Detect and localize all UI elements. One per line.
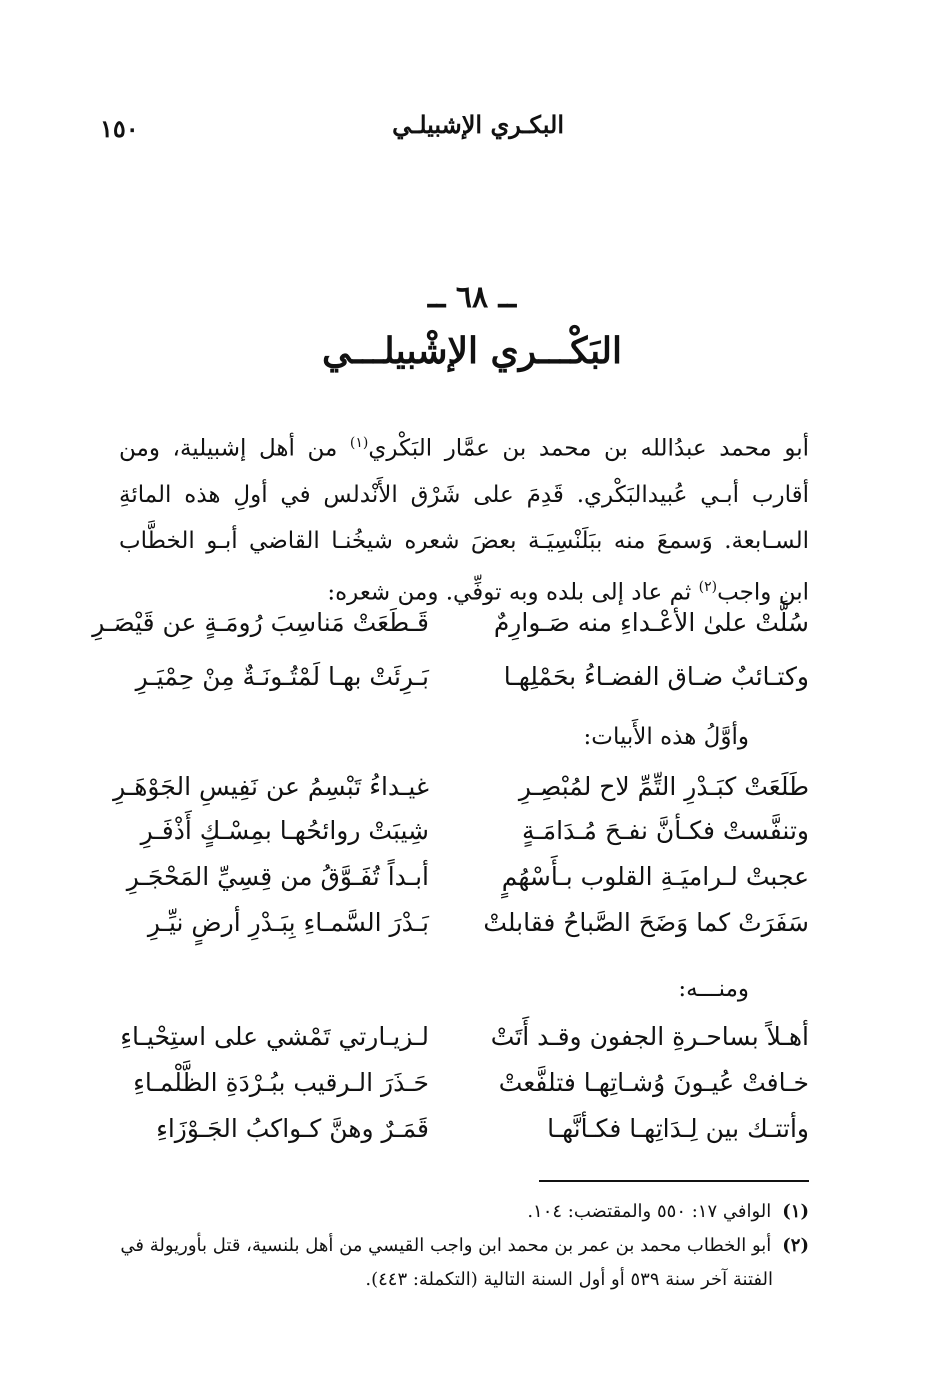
- footnotes: [104, 1195, 809, 1297]
- hemistich-first: خـافتْ عُيـونَ وُشـاتِهـا فتلفَّعتْ: [498, 1068, 809, 1097]
- footnote-2: [104, 1229, 809, 1263]
- verse-line: [109, 662, 809, 712]
- hemistich-second: حَـذَرَ الـرقيب ببُـرْدَةِ الظَّلْمـاءِ: [133, 1068, 429, 1097]
- verse-line: [109, 816, 809, 866]
- hemistich-second: قَمَـرٌ وهنَّ كـواكبُ الجَـوْزَاءِ: [156, 1114, 429, 1143]
- running-title: البكـري الإشبيلـي: [392, 110, 564, 139]
- hemistich-second: شِيبَتْ روائحُهـا بمِسْـكٍ أَذْفَـرِ: [140, 816, 429, 845]
- verse-line: [109, 908, 809, 958]
- hemistich-second: بَـرِئَتْ بهـا لَمْتُـونَـةٌ مِنْ حِمْيَـرِ: [135, 662, 429, 691]
- footnote-1: [104, 1195, 809, 1229]
- page-number: ١٥٠: [100, 114, 139, 143]
- hemistich-second: لـزيـارتي تَمْشي على استِحْيـاءِ: [120, 1022, 429, 1051]
- chapter-title: البَكْـــري الإشْبيلـــي: [322, 330, 622, 372]
- footnote-ref-1[interactable]: (١): [349, 435, 369, 451]
- verse-line: [109, 1114, 809, 1164]
- biography-paragraph: [119, 420, 809, 615]
- bio-text-3: ثم عاد إلى بلده وبه توفِّي. ومن شعره:: [327, 579, 699, 606]
- footnote-ref-2[interactable]: (٢): [698, 578, 718, 595]
- footnote-divider: [539, 1180, 809, 1182]
- hemistich-first: وأتتـك بين لِـدَاتِهـا فكـأنَّهـا: [547, 1114, 809, 1143]
- hemistich-first: أهـلاً بساحـرةِ الجفون وقـد أَتَتْ: [490, 1022, 809, 1051]
- hemistich-first: وتنفَّستْ فكـأنَّ نفـحَ مُـدَامَـةٍ: [522, 816, 809, 845]
- hemistich-first: وكتـائبٌ ضـاق الفضـاءُ بحَمْلِهـا: [503, 662, 809, 691]
- hemistich-second: بَـدْرَ السَّمـاءِ بِبَـدْرِ أرضٍ نيِّـرِ: [147, 908, 429, 937]
- footnote-text: الوافي ١٧: ٥٥٠ والمقتضب: ١٠٤.: [527, 1201, 772, 1222]
- verse-line: [109, 862, 809, 912]
- hemistich-first: عجبتْ لـراميَـةِ القلوب بـأَسْهُمٍ: [501, 862, 809, 891]
- hemistich-second: أبـداً تُفَـوَّقُ من قِسِيِّ المَحْجَـرِ: [126, 862, 429, 891]
- verse-line: [109, 1068, 809, 1118]
- footnote-text: أبو الخطاب محمد بن عمر بن محمد ابن واجب القيسي من أهل بلنسية، قتل بأوريولة في: [120, 1235, 772, 1256]
- hemistich-second: قَـطَعَتْ مَناسِبَ رُومَـةٍ عن قَيْصَـرِ: [92, 608, 429, 637]
- chapter-number: ــ ٦٨ ــ: [427, 280, 517, 315]
- bio-text-2: من أهل إشبيلية، ومن أقارب أبـي عُبيدالبَكْري. قَدِمَ على شَرْق الأَنْدلس في أولِ هذه المائةِ السـابعة. وَسمعَ منه ببَلَنْسِيَـة بعضَ شعره شيخُنـا القاضي أبـو الخطَّاب ابن واجب: [119, 435, 810, 606]
- footnote-2-continued: [104, 1263, 809, 1297]
- running-header: [100, 110, 834, 150]
- hemistich-first: سَفَرَتْ كما وَضَحَ الصَّباحُ فقابلتْ: [483, 908, 809, 937]
- verse-intro: وأوَّلُ هذه الأَبيات:: [583, 724, 749, 750]
- verse-intro: ومنـــه:: [678, 976, 749, 1002]
- bio-text-1: أبو محمد عبدُالله بن محمد بن عمَّار البَكْري: [368, 435, 809, 462]
- verse-line: [109, 772, 809, 822]
- verse-line: [92, 608, 809, 658]
- hemistich-first: طَلَعَتْ كبَـدْرِ التِّمِّ لاح لمُبْصِـرِ: [518, 772, 809, 801]
- footnote-mark: (٢): [782, 1235, 809, 1256]
- verse-line: [109, 1022, 809, 1072]
- hemistich-second: غيـداءُ تَبْسِمُ عن نَفِيسِ الجَوْهَـرِ: [113, 772, 429, 801]
- footnote-mark: (١): [782, 1201, 809, 1222]
- hemistich-first: سُلَّتْ علىٰ الأعْـداءِ منه صَـوارِمٌ: [493, 608, 809, 637]
- footnote-text: الفتنة آخر سنة ٥٣٩ أو أول السنة التالية (التكملة: ٤٤٣).: [365, 1269, 773, 1290]
